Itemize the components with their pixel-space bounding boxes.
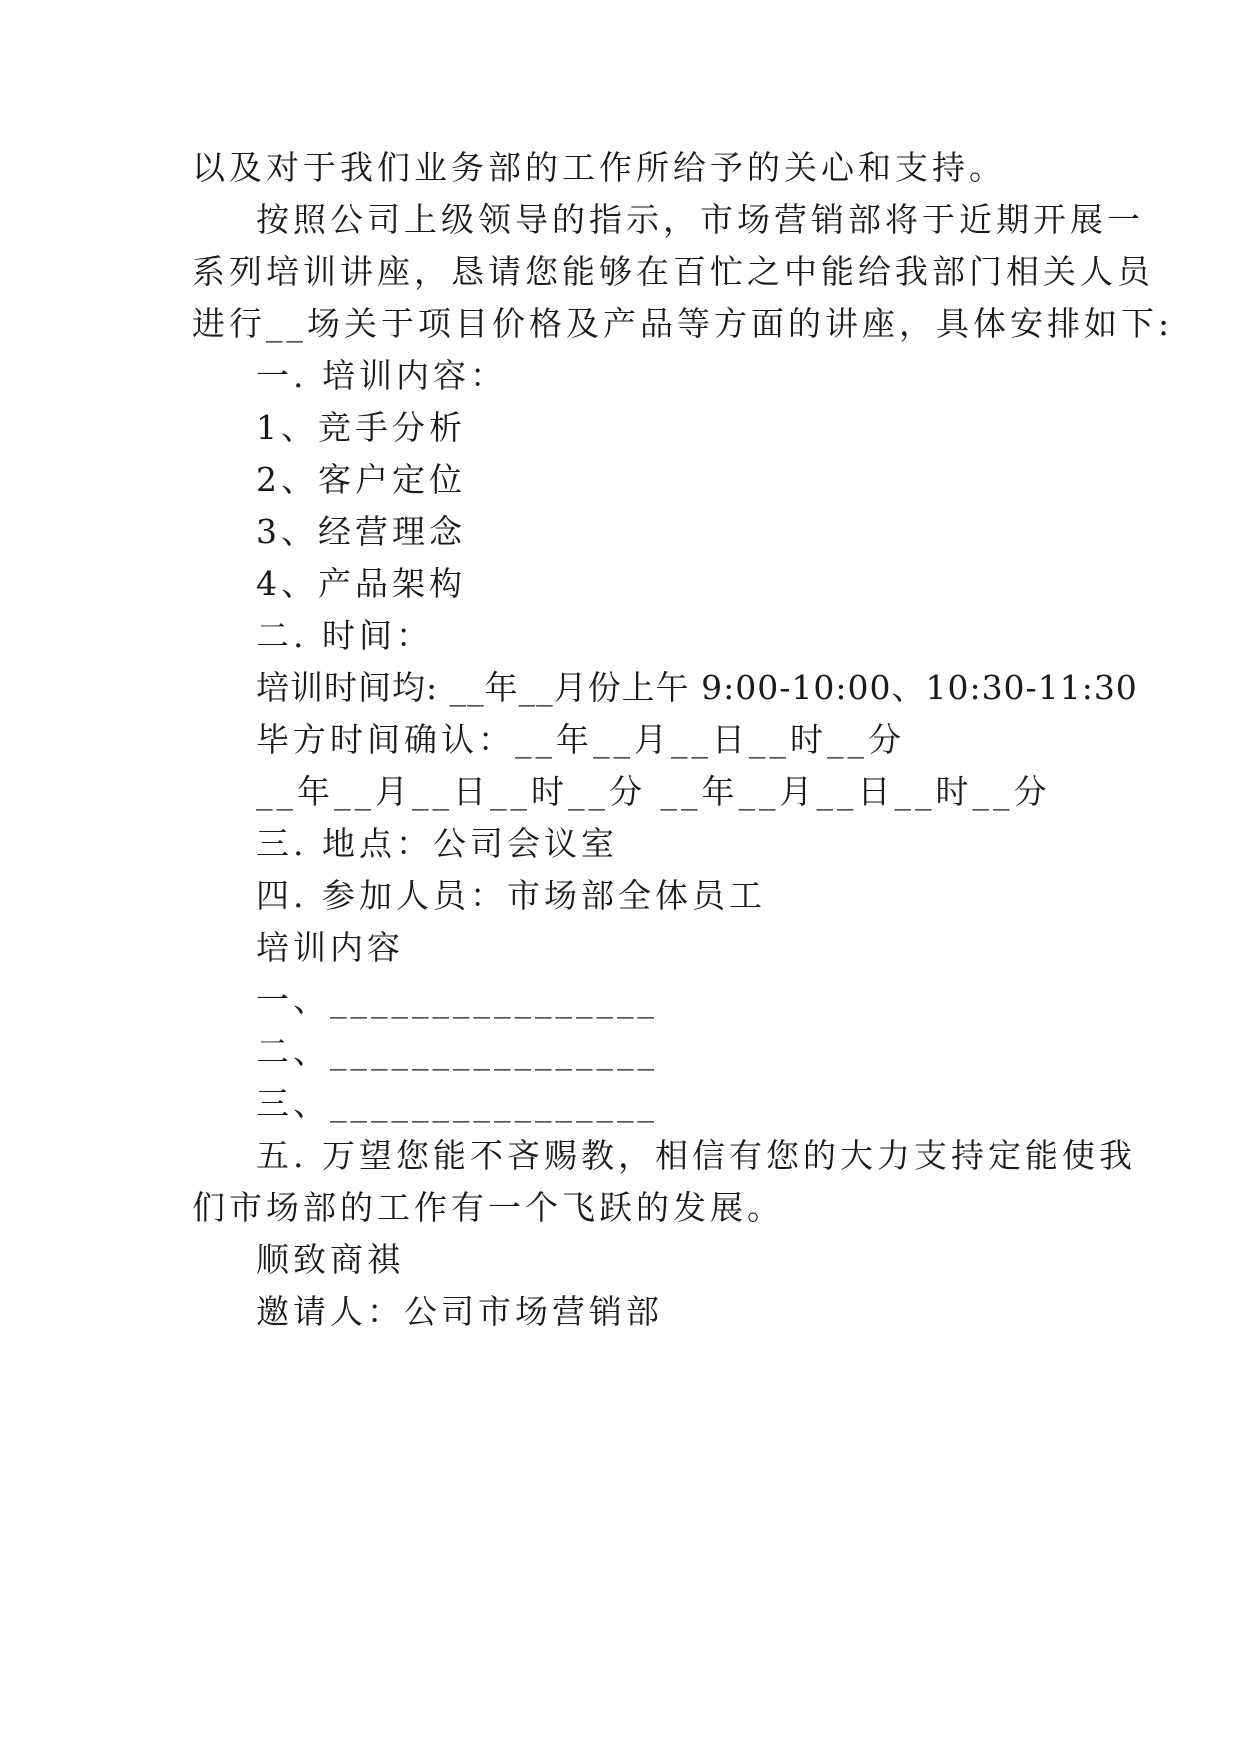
schedule-line: __年__月__日__时__分 __年__月__日__时__分 [256,772,1051,811]
paragraph-line: 五. 万望您能不吝赐教，相信有您的大力支持定能使我 [256,1136,1136,1175]
paragraph-line: 以及对于我们业务部的工作所给予的关心和支持。 [192,148,1006,187]
section-heading: 一. 培训内容： [256,356,507,395]
paragraph-line: 们市场部的工作有一个飞跃的发展。 [192,1188,784,1227]
list-item: 4、产品架构 [256,564,466,603]
section-heading: 四. 参加人员：市场部全体员工 [256,876,766,915]
subheading: 培训内容 [256,928,404,967]
section-heading: 二. 时间： [256,616,433,655]
section-heading: 三. 地点：公司会议室 [256,824,618,863]
blank-item: 二、________________ [256,1032,658,1071]
list-item: 1、竞手分析 [256,408,466,447]
closing-salutation: 顺致商祺 [256,1240,404,1279]
schedule-line: 培训时间均: __年__月份上午 9:00-10:00、10:30-11:30 [256,668,1138,707]
blank-item: 三、________________ [256,1084,658,1123]
paragraph-line: 系列培训讲座，恳请您能够在百忙之中能给我部门相关人员 [192,252,1154,291]
schedule-line: 毕方时间确认：__年__月__日__时__分 [256,720,905,759]
signature-line: 邀请人：公司市场营销部 [256,1292,663,1331]
paragraph-line: 进行__场关于项目价格及产品等方面的讲座，具体安排如下: [192,304,1174,343]
paragraph-line: 按照公司上级领导的指示，市场营销部将于近期开展一 [256,200,1144,239]
list-item: 2、客户定位 [256,460,466,499]
blank-item: 一、________________ [256,980,658,1019]
list-item: 3、经营理念 [256,512,466,551]
